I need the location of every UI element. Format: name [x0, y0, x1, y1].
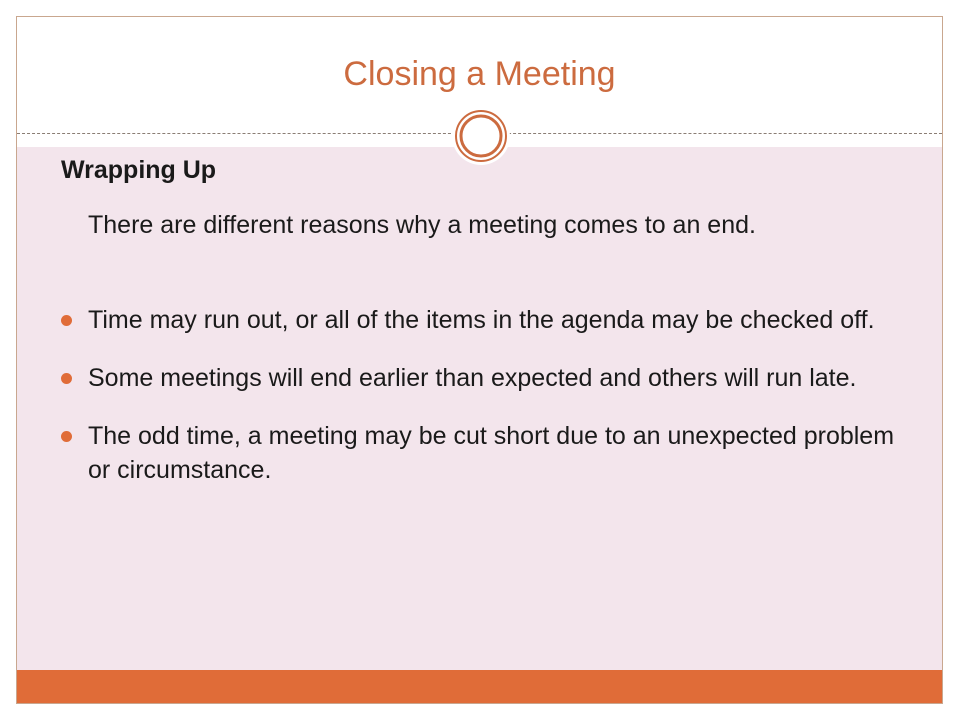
dot-icon [61, 315, 72, 326]
slide-title: Closing a Meeting [343, 55, 616, 93]
section-heading: Wrapping Up [61, 156, 217, 184]
list-item [61, 361, 911, 395]
intro-paragraph: There are different reasons why a meeting comes to an end. [88, 211, 756, 239]
list-item-text: Some meetings will end earlier than expected and others will run late. [88, 364, 857, 392]
dot-icon [61, 431, 72, 442]
double-ring-icon [452, 107, 510, 165]
bullet-list [61, 303, 911, 511]
list-item-text: Time may run out, or all of the items in the agenda may be checked off. [88, 306, 875, 334]
list-item [61, 303, 911, 337]
dot-icon [61, 373, 72, 384]
list-item [61, 419, 911, 487]
list-item-text: The odd time, a meeting may be cut short due to an unexpected problem or circumstance. [88, 422, 895, 484]
bottom-bar [17, 670, 942, 703]
